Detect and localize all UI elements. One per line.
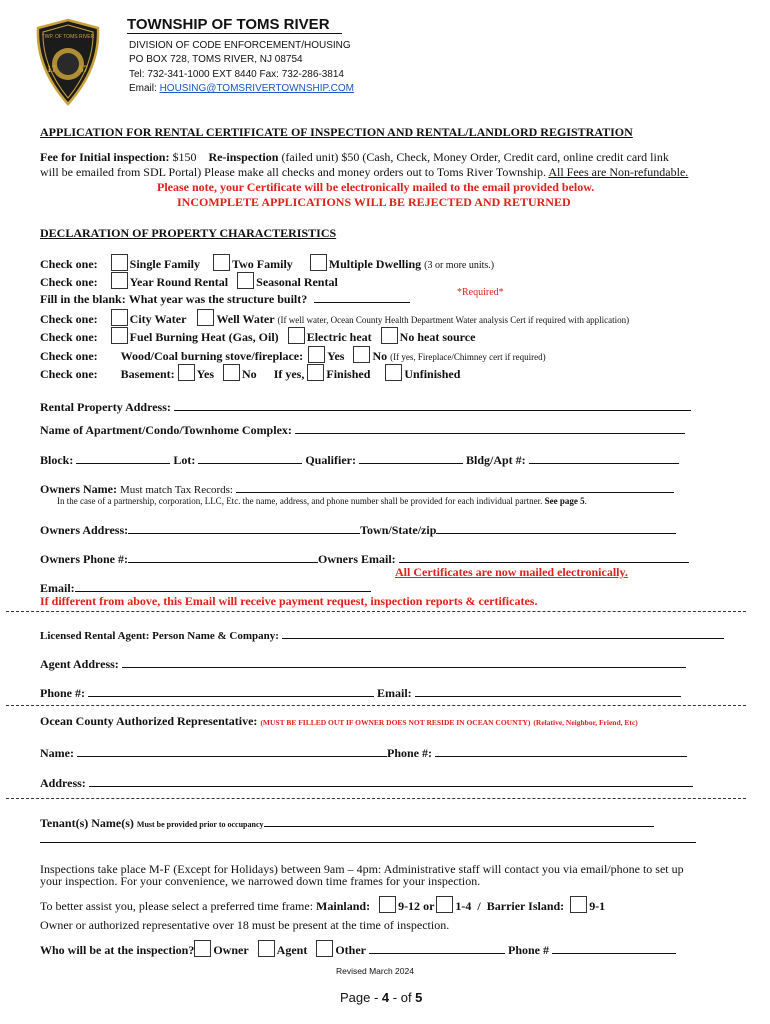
check-one-label: Check one: [40,275,98,289]
bldg-apt-label: Bldg/Apt #: [466,453,526,467]
multiple-dwelling-checkbox[interactable] [310,254,327,271]
ocean-rep-address-row [40,774,693,791]
see-page-note: See page 5 [544,496,585,506]
owner-phone-label: Owners Phone #: [40,552,128,566]
ocean-rep-name-row [40,744,687,761]
form-title: APPLICATION FOR RENTAL CERTIFICATE OF INSPECTION AND RENTAL/LANDLORD REGISTRATION [40,125,633,139]
section-divider [6,705,746,706]
dwelling-type-row [40,254,494,272]
ocean-rep-relation-note: (Relative, Neighbor, Friend, Etc) [533,718,638,727]
licensed-agent-label: Licensed Rental Agent: Person Name & Company: [40,630,279,642]
seasonal-label: Seasonal Rental [256,275,338,289]
owner-name-note: Must match Tax Records: [119,484,233,496]
heat-source-row [40,327,475,345]
declaration-heading: DECLARATION OF PROPERTY CHARACTERISTICS [40,226,337,240]
ocean-rep-address-field[interactable] [89,774,693,787]
fee-line-2 [40,165,688,180]
complex-name-row [40,421,685,438]
block-label: Block: [40,453,74,467]
ocean-rep-heading: Ocean County Authorized Representative: [40,714,258,728]
reinspection-label: Re-inspection [208,150,279,164]
check-one-label: Check one: [40,257,98,271]
certificate-email-notice: Please note, your Certificate will be electronically mailed to the email provided below. [157,180,595,194]
tenant-field-2[interactable] [40,841,696,843]
rental-address-label: Rental Property Address: [40,400,171,414]
email-secondary-label: Email: [40,581,75,595]
multiple-dwelling-note: (3 or more units.) [424,260,495,271]
fuel-heat-checkbox[interactable] [111,327,128,344]
lot-label: Lot: [173,453,196,467]
electric-heat-checkbox[interactable] [288,327,305,344]
finished-checkbox[interactable] [307,364,324,381]
barrier-9-1-label: 9-1 [589,899,606,913]
owner-name-label: Owners Name: [40,482,117,496]
no-heat-checkbox[interactable] [381,327,398,344]
two-family-label: Two Family [232,257,293,271]
attend-phone-label: Phone # [508,943,550,957]
revised-date: Revised March 2024 [336,966,414,976]
contact-email-row [129,83,354,94]
mainland-1-4-checkbox[interactable] [436,896,453,913]
required-note: *Required* [457,287,504,298]
block-lot-row [40,451,679,468]
basement-no-checkbox[interactable] [223,364,240,381]
basement-no-label: No [242,367,257,381]
qualifier-field[interactable] [359,451,463,464]
township-title: TOWNSHIP OF TOMS RIVER [127,16,342,34]
year-round-checkbox[interactable] [111,272,128,289]
ocean-rep-phone-label: Phone #: [386,746,432,760]
agent-address-label: Agent Address: [40,657,119,671]
mailing-address: PO BOX 728, TOMS RIVER, NJ 08754 [129,54,303,65]
who-attends-label: Who will be at the inspection? [40,943,195,957]
single-family-checkbox[interactable] [111,254,128,271]
year-built-field[interactable] [314,290,410,303]
year-round-label: Year Round Rental [129,275,229,289]
initial-fee-amount: $150 [169,150,197,164]
wood-coal-label: Wood/Coal burning stove/fireplace: [120,349,304,363]
agent-phone-field[interactable] [88,684,374,697]
page-total: 5 [415,990,423,1005]
ocean-rep-name-label: Name: [40,746,74,760]
agent-attend-checkbox[interactable] [258,940,275,957]
who-attends-row [40,940,676,958]
block-field[interactable] [76,451,170,464]
partnership-note: In the case of a partnership, corporation, LLC, Etc. the name, address, and phone number shall be provided for each individual partner. [57,496,543,506]
fee-line-2-text: will be emailed from SDL Portal) Please make all checks and money orders out to Toms River Township. [40,165,546,179]
check-one-label: Check one: [40,330,98,344]
unfinished-label: Unfinished [404,367,461,381]
complex-name-label: Name of Apartment/Condo/Townhome Complex: [40,423,292,437]
fuel-heat-label: Fuel Burning Heat (Gas, Oil) [129,330,279,344]
ocean-rep-address-label: Address: [40,776,86,790]
wood-coal-no-checkbox[interactable] [353,346,370,363]
tenant-field[interactable] [264,814,654,827]
agent-attend-label: Agent [276,943,308,957]
other-attend-field[interactable] [369,941,505,954]
nonrefundable-note: All Fees are Non-refundable. [548,165,689,179]
owner-address-row [40,521,676,538]
page-mid: - of [389,990,416,1005]
rental-address-field[interactable] [174,398,691,411]
other-attend-label: Other [335,943,366,957]
seal-left-year: 17 [47,64,56,74]
city-water-checkbox[interactable] [111,309,128,326]
fee-line-1 [40,150,669,165]
township-seal [34,18,102,106]
owner-email-field[interactable] [399,550,689,563]
inspection-info-1: Inspections take place M-F (Except for Holidays) between 9am – 4pm: Administrative staff will contact you via email/phone to set up [40,862,684,876]
licensed-agent-row [40,626,724,642]
page-number [340,990,422,1005]
year-built-row [40,290,410,307]
fill-blank-label: Fill in the blank: [40,292,126,306]
well-water-note: (If well water, Ocean County Health Department Water analysis Cert if required with application) [277,315,630,325]
wood-coal-row [40,346,546,364]
division-name: DIVISION OF CODE ENFORCEMENT/HOUSING [129,40,351,51]
town-state-zip-label: Town/State/zip [360,523,437,537]
mainland-label: Mainland: [316,899,371,913]
presence-requirement: Owner or authorized representative over 18 must be present at the time of inspection. [40,918,450,932]
lot-field[interactable] [198,451,302,464]
mainland-1-4-label: 1-4 [455,899,472,913]
basement-label: Basement: [120,367,175,381]
agent-address-row [40,655,686,672]
initial-fee-label: Fee for Initial inspection: [40,150,170,164]
tenant-row [40,814,654,831]
tenant-label: Tenant(s) Name(s) [40,816,134,830]
ocean-rep-heading-row [40,714,638,729]
seal-top-text: TWP. OF TOMS RIVER [41,34,95,40]
owner-attend-label: Owner [213,943,249,957]
slash-separator: / [477,899,481,913]
bldg-apt-field[interactable] [529,451,679,464]
city-water-label: City Water [129,312,187,326]
single-family-label: Single Family [129,257,201,271]
qualifier-label: Qualifier: [305,453,356,467]
well-water-checkbox[interactable] [197,309,214,326]
page-prefix: Page - [340,990,382,1005]
two-family-checkbox[interactable] [213,254,230,271]
owner-name-field[interactable] [236,480,674,493]
partnership-note-row: In the case of a partnership, corporation, LLC, Etc. the name, address, and phone number shall be provided for each individual partner. See page 5. [57,496,587,506]
incomplete-notice: INCOMPLETE APPLICATIONS WILL BE REJECTED AND RETURNED [177,195,571,209]
seal-right-year: 67 [79,64,88,74]
check-one-label: Check one: [40,349,98,363]
basement-row [40,364,460,382]
water-source-row [40,309,629,327]
email-label: Email: [129,83,160,94]
wood-coal-yes-checkbox[interactable] [308,346,325,363]
timeframe-label: To better assist you, please select a preferred time frame: [40,899,314,913]
tenant-note: Must be provided prior to occupancy [136,820,264,829]
if-yes-label: If yes, [273,367,305,381]
agent-email-label: Email: [377,686,412,700]
complex-name-field[interactable] [295,421,685,434]
basement-yes-checkbox[interactable] [178,364,195,381]
agent-email-field[interactable] [415,684,681,697]
unfinished-checkbox[interactable] [385,364,402,381]
wood-coal-no-label: No [372,349,388,363]
barrier-9-1-checkbox[interactable] [570,896,587,913]
ocean-rep-note: (MUST BE FILLED OUT IF OWNER DOES NOT RESIDE IN OCEAN COUNTY) [260,718,531,727]
year-built-question: What year was the structure built? [128,292,308,306]
finished-label: Finished [326,367,371,381]
well-water-label: Well Water [216,312,275,326]
seasonal-checkbox[interactable] [237,272,254,289]
town-state-zip-field[interactable] [436,521,676,534]
owner-name-row [40,480,674,497]
ocean-rep-phone-field[interactable] [435,744,687,757]
basement-yes-label: Yes [196,367,215,381]
different-email-note: If different from above, this Email will receive payment request, inspection reports & certificates. [40,594,538,608]
owner-address-label: Owners Address: [40,523,129,537]
rental-type-row [40,272,338,290]
section-divider [6,611,746,612]
agent-address-field[interactable] [122,655,686,668]
section-divider [6,798,746,799]
mainland-9-12-checkbox[interactable] [379,896,396,913]
agent-phone-label: Phone #: [40,686,85,700]
contact-email-link[interactable]: HOUSING@TOMSRIVERTOWNSHIP.COM [159,83,354,94]
owner-email-label: Owners Email: [318,552,396,566]
attend-phone-field[interactable] [552,941,676,954]
agent-phone-row [40,684,681,701]
mainland-9-12-label: 9-12 [398,899,421,913]
or-label: or [423,899,435,913]
owner-phone-field[interactable] [128,550,318,563]
rental-address-row [40,398,691,415]
no-heat-label: No heat source [399,330,476,344]
check-one-label: Check one: [40,312,98,326]
licensed-agent-field[interactable] [282,626,724,639]
wood-coal-yes-label: Yes [327,349,345,363]
timeframe-row [40,896,605,914]
phone-fax: Tel: 732-341-1000 EXT 8440 Fax: 732-286-3814 [129,69,344,80]
ocean-rep-name-field[interactable] [77,744,387,757]
email-secondary-field[interactable] [75,579,371,592]
mailed-electronically-note: All Certificates are now mailed electronically. [395,565,628,579]
check-one-label: Check one: [40,367,98,381]
inspection-info-2: your inspection. For your convenience, we narrowed down time frames for your inspection. [40,874,481,888]
other-attend-checkbox[interactable] [316,940,333,957]
barrier-island-label: Barrier Island: [486,899,565,913]
page-current: 4 [381,990,390,1005]
electric-heat-label: Electric heat [306,330,372,344]
reinspection-text: (failed unit) $50 (Cash, Check, Money Order, Credit card, online credit card link [278,150,669,164]
owner-address-field[interactable] [128,521,360,534]
multiple-dwelling-label: Multiple Dwelling [328,257,422,271]
fireplace-note: (If yes, Fireplace/Chimney cert if required) [390,352,546,362]
owner-attend-checkbox[interactable] [194,940,211,957]
